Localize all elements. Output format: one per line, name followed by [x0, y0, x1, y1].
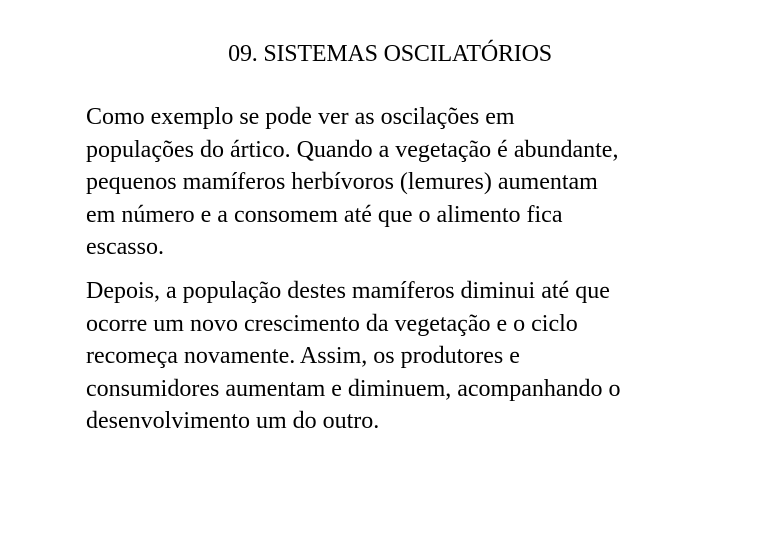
text-line: recomeça novamente. Assim, os produtores e — [86, 343, 520, 370]
text-line: ocorre um novo crescimento da vegetação e o ciclo — [86, 310, 578, 337]
text-line: em número e a consomem até que o alimento fica — [86, 201, 563, 228]
text-line: Depois, a população destes mamíferos diminui até que — [86, 277, 610, 304]
paragraph-1 — [86, 101, 766, 264]
text-line: escasso. — [86, 234, 164, 261]
slide-body — [86, 101, 766, 438]
paragraph-2 — [86, 275, 766, 438]
text-line: populações do ártico. Quando a vegetação é abundante, — [86, 136, 619, 163]
text-line: Como exemplo se pode ver as oscilações em — [86, 104, 515, 130]
text-line: desenvolvimento um do outro. — [86, 408, 380, 435]
text-line: consumidores aumentam e diminuem, acompanhando o — [86, 375, 621, 402]
slide-title: 09. SISTEMAS OSCILATÓRIOS — [228, 41, 552, 67]
text-line: pequenos mamíferos herbívoros (lemures) aumentam — [86, 169, 598, 196]
